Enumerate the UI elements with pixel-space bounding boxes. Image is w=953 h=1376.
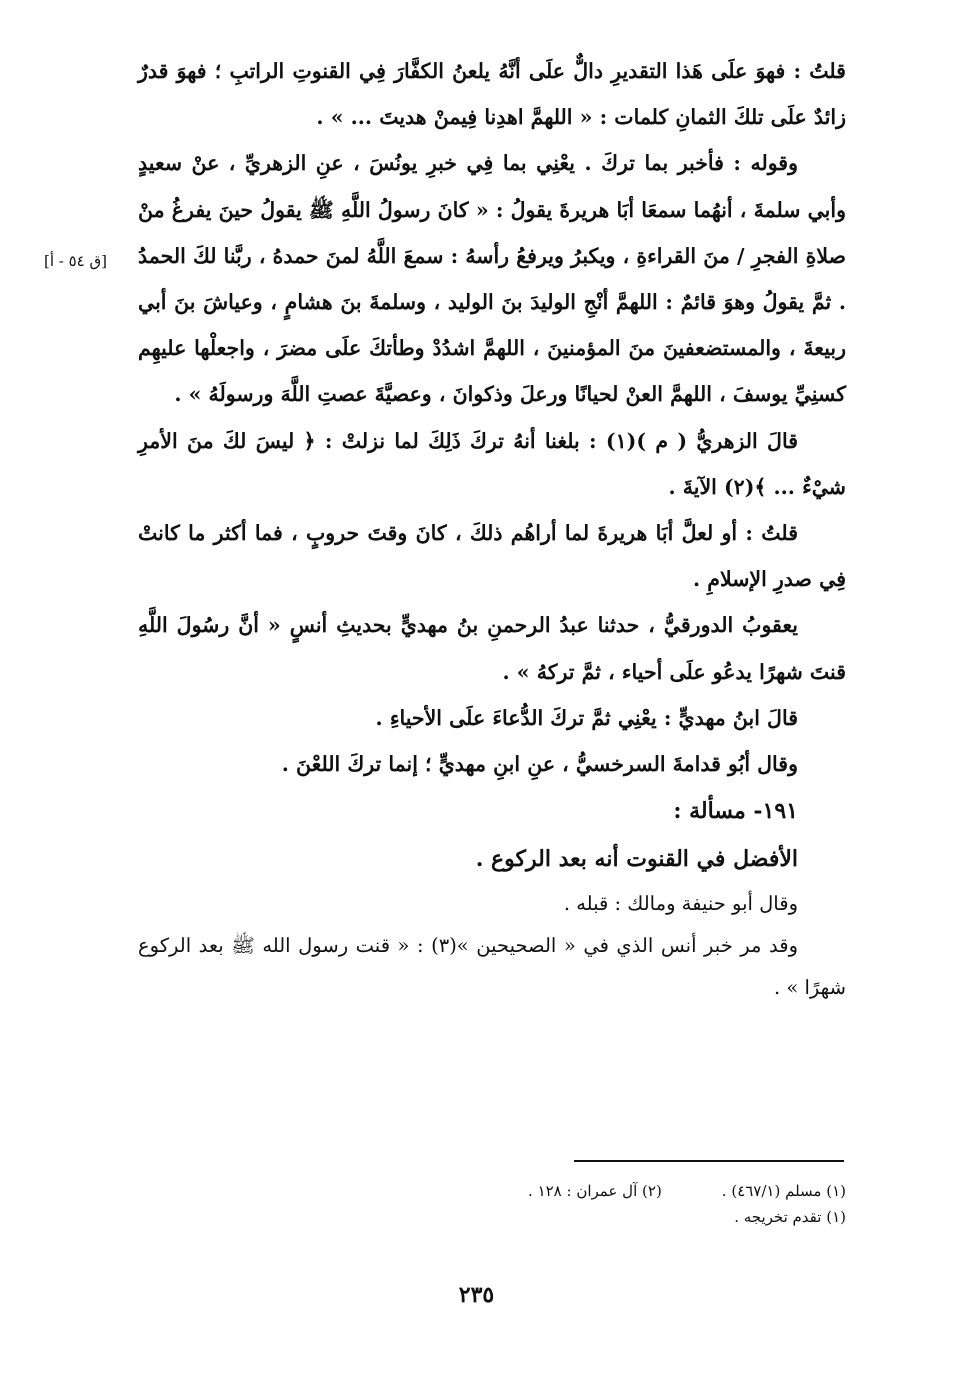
page-number: ٢٣٥ <box>458 1282 495 1308</box>
page-body <box>138 48 846 1009</box>
footnote-2: (٢) آل عمران : ١٢٨ . <box>528 1182 662 1200</box>
margin-manuscript-note: [ق ٥٤ - أ] <box>44 252 108 270</box>
section-subheading: الأفضل في القنوت أنه بعد الركوع . <box>475 846 798 873</box>
footnote-row-1 <box>138 1178 846 1204</box>
footnote-3: (١) تقدم تخريجه . <box>734 1208 846 1226</box>
section-heading: ١٩١- مسألة : <box>673 798 798 825</box>
paragraph-5: يعقوبُ الدورقيُّ ، حدثنا عبدُ الرحمنِ بنُ مهديٍّ بحديثِ أنسٍ « أنَّ رسُولَ اللَّهِ قنتَ شهرًا يدعُو علَى أحياء ، ثمَّ تركهُ » . <box>138 613 846 684</box>
paragraph-6: قالَ ابنُ مهديٍّ : يعْنِي ثمَّ تركَ الدُّعاءَ علَى الأحياءِ . <box>375 705 798 730</box>
footnote-1: (١) مسلم (٤٦٧/١) . <box>721 1182 846 1200</box>
paragraph-2: وقوله : فأخبر بما تركَ . يعْنِي بما فِي خبرِ يونُسَ ، عنِ الزهريِّ ، عنْ سعيدٍ وأبي سلمةَ ، أنهُما سمعَا أبَا هريرةَ يقولُ : « كانَ رسولُ اللَّهِ ﷺ يقولُ حينَ يفرغُ منْ صلاةِ الفجرِ / منَ القراءةِ ، ويكبرُ ويرفعُ رأسهُ : سمعَ اللَّهُ لمنَ حمدهُ ، ربَّنا لكَ الحمدُ . ثمَّ يقولُ وهوَ قائمٌ : اللهمَّ أنْجِ الوليدَ بنَ الوليد ، وسلمةَ بنَ هشامٍ ، وعياشَ بنَ أبي ربيعةَ ، والمستضعفينَ منَ المؤمنينَ ، اللهمَّ اشدُدْ وطأتكَ علَى مضرَ ، واجعلْها عليهِم كسنِيِّ يوسفَ ، اللهمَّ العنْ لحيانًا ورعلَ وذكوانَ ، وعصيَّةَ عصتِ اللَّهَ ورسولَهُ » . <box>138 151 846 407</box>
paragraph-3: قالَ الزهريُّ ( م )(١) : بلغنا أنهُ تركَ ذَلِكَ لما نزلتْ : ﴿ ليسَ لكَ منَ الأمرِ شيْءٌ ... ﴾(٢) الآيةَ . <box>138 428 846 499</box>
footnotes <box>138 1178 846 1230</box>
footnote-divider <box>574 1160 844 1162</box>
paragraph-9: وقد مر خبر أنس الذي في « الصحيحين »(٣) : « قنت رسول الله ﷺ بعد الركوع شهرًا » . <box>138 934 846 1000</box>
paragraph-7: وقال أبُو قدامةَ السرخسيُّ ، عنِ ابنِ مهديٍّ ؛ إنما تركَ اللعْنَ . <box>281 752 798 777</box>
paragraph-8: وقال أبو حنيفة ومالك : قبله . <box>563 892 798 916</box>
paragraph-4: قلتُ : أو لعلَّ أبَا هريرةَ لما أراهُم ذلكَ ، كانَ وقتَ حروبٍ ، فما أكثر ما كانتْ فِي صدرِ الإسلامِ . <box>138 521 846 592</box>
paragraph-1: قلتُ : فهوَ علَى هَذا التقديرِ دالٌّ علَى أنَّهُ يلعنُ الكفَّارَ فِي القنوتِ الراتبِ ؛ فهوَ قدرٌ زائدٌ علَى تلكَ الثمانِ كلمات : « اللهمَّ اهدِنا فِيمنْ هديتَ ... » . <box>138 59 846 130</box>
